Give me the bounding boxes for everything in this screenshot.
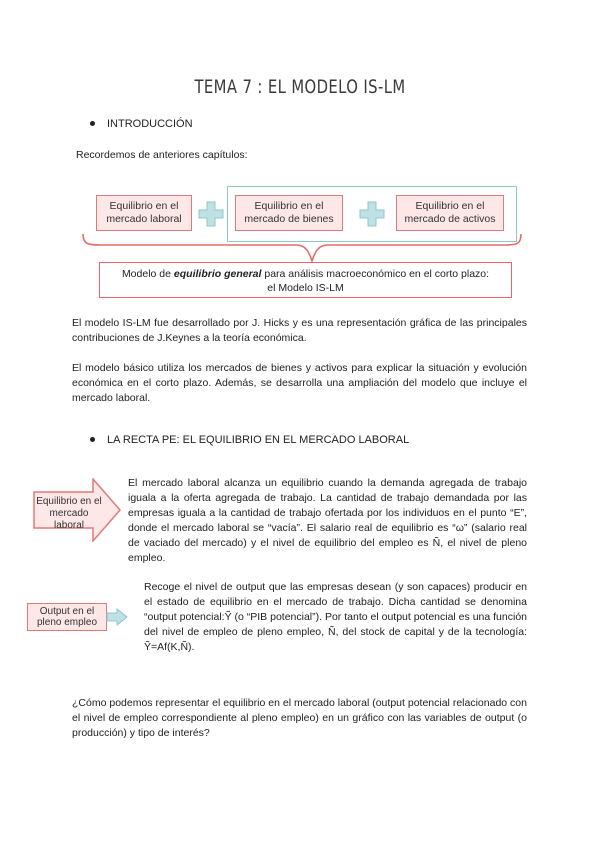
labor-arrow-label: Equilibrio en el mercado laboral bbox=[36, 496, 102, 531]
box-mercado-laboral: Equilibrio en el mercado laboral bbox=[96, 195, 192, 231]
output-potential-text: Recoge el nivel de output que las empresas desean (y son capaces) producir en el estado de equilibrio en el mercado de trabajo. Dicha cantidad se denomina “output potencial:Ỹ (o “PIB potencial”). Por tanto el output potencial es una función del nivel de empleo de pleno empleo, Ñ, del stock de capital y de la tecnología: Ỹ=Af(K,Ñ). bbox=[144, 581, 527, 653]
bullet-dot-icon bbox=[90, 437, 95, 442]
model-line-1 bbox=[100, 267, 511, 281]
model-suffix: para análisis macroeconómico en el corto plazo: bbox=[264, 268, 490, 280]
output-label-box: Output en el pleno empleo bbox=[27, 603, 107, 631]
labor-market-text: El mercado laboral alcanza un equilibrio cuando la demanda agregada de trabajo iguala a la oferta agregada de trabajo. La cantidad de trabajo demandada por las empresas iguala a la cantidad de trabajo ofertada por los individuos en el punto “E”, donde el mercado laboral se “vacía”. El salario real de equilibrio es “ω” (salario real de vaciado del mercado) y el nivel de equilibrio del empleo es Ñ, el nivel de pleno empleo. bbox=[128, 477, 527, 564]
plus-icon bbox=[198, 201, 224, 227]
recta-pe-heading-text: LA RECTA PE: EL EQUILIBRIO EN EL MERCADO LABORAL bbox=[107, 434, 410, 446]
brace-icon bbox=[80, 232, 525, 264]
equilibrium-diagram bbox=[0, 0, 600, 300]
question-paragraph: ¿Cómo podemos representar el equilibrio en el mercado laboral (output potencial relacionado con el nivel de empleo correspondiente al pleno empleo) en un gráfico con las variables de output (o producción) y tipo de interés? bbox=[72, 697, 527, 739]
plus-icon bbox=[359, 201, 385, 227]
model-line-2: el Modelo IS-LM bbox=[267, 282, 344, 294]
box-mercado-bienes: Equilibrio en el mercado de bienes bbox=[235, 195, 343, 231]
intro-heading-text: INTRODUCCIÓN bbox=[107, 118, 193, 130]
recta-pe-heading bbox=[90, 434, 409, 446]
page-title: TEMA 7 : EL MODELO IS-LM bbox=[194, 76, 406, 98]
box-mercado-activos: Equilibrio en el mercado de activos bbox=[396, 195, 504, 231]
intro-text: Recordemos de anteriores capítulos: bbox=[76, 149, 248, 161]
model-box bbox=[99, 262, 512, 298]
model-prefix: Modelo de bbox=[121, 268, 171, 280]
paragraph-basic-model: El modelo básico utiliza los mercados de bienes y activos para explicar la situación y evolución económica en el corto plazo. Además, se desarrolla una ampliación del modelo que incluye el mercado laboral. bbox=[72, 362, 527, 404]
small-arrow-icon bbox=[106, 608, 128, 626]
paragraph-hicks: El modelo IS-LM fue desarrollado por J. Hicks y es una representación gráfica de las principales contribuciones de J.Keynes a la teoría económica. bbox=[72, 317, 527, 344]
model-emphasis: equilibrio general bbox=[173, 268, 262, 280]
